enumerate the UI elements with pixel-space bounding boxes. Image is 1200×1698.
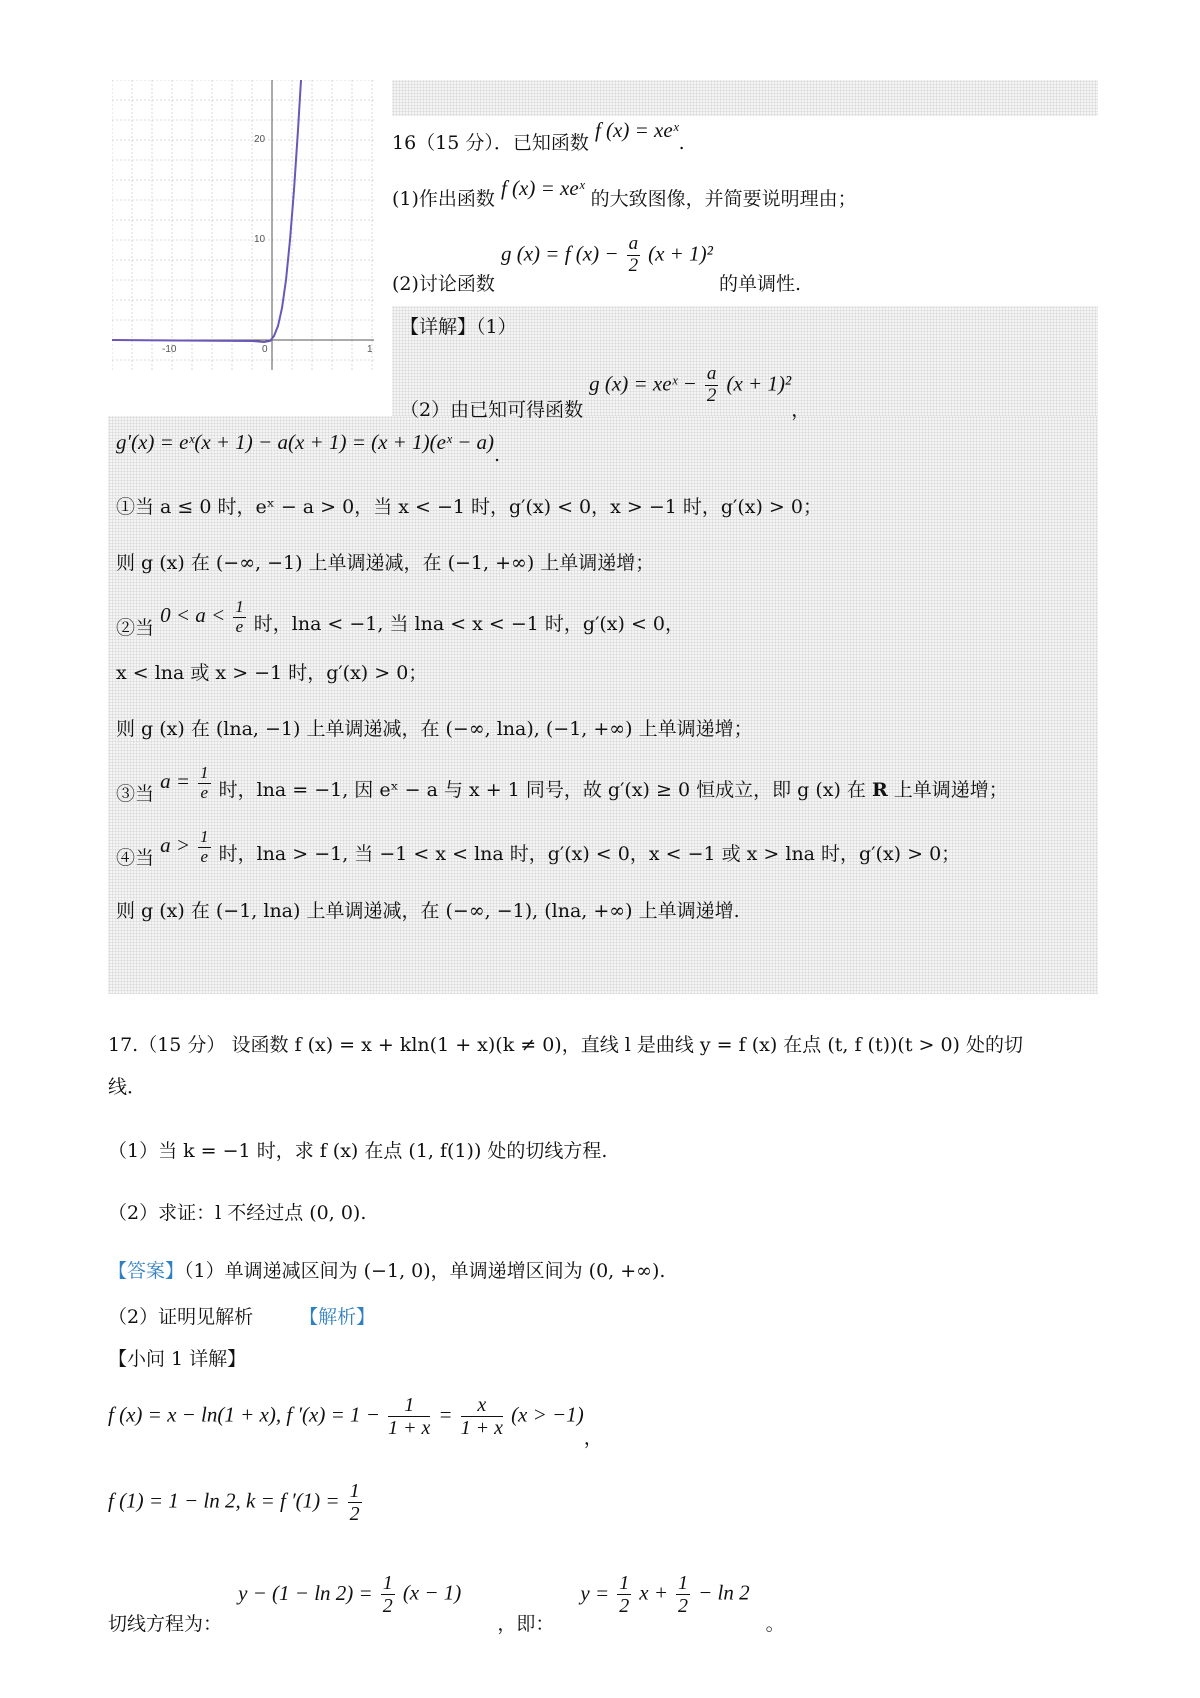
q16-part2-pre: (2)讨论函数 (392, 273, 495, 296)
q16-part1-pre: (1)作出函数 (392, 188, 495, 210)
q16-part2-post: 的单调性. (718, 273, 801, 296)
q16-part2 (392, 233, 801, 296)
tangent-label: 切线方程为： (108, 1612, 223, 1635)
sol16-derivative: g′(x) = eˣ(x + 1) − a(x + 1) = (x + 1)(eˣ − a). (116, 430, 501, 466)
sol16-p2-g-tail: (x + 1)² (726, 371, 792, 396)
q16-heading-line (392, 118, 685, 155)
eq1: f (x) = x − ln(1 + x), f ′(x) = 1 − $\frac{1}{1 + x}$ = $\frac{x}{1 + x}$ (x > −1)， (108, 1394, 603, 1449)
analysis-label: 【解析】 (299, 1306, 376, 1328)
x-tick-neg10: -10 (162, 344, 177, 355)
y-tick-10: 10 (254, 234, 266, 245)
case2-line2: x < lna 或 x > −1 时，g′(x) > 0； (116, 662, 428, 684)
sol16-p2: （2）由已知可得函数 g (x) = xeˣ − $\frac{a}{2}$ (x + 1)²， (400, 363, 811, 422)
detail-label: 【详解】（1） (400, 316, 517, 338)
x-tick-1: 1 (367, 344, 373, 355)
q17-answer: 【答案】（1）单调递减区间为 (−1, 0)，单调递增区间为 (0, +∞). (108, 1260, 666, 1282)
sol16-p2-g: g (x) = xeˣ − (589, 371, 697, 396)
q16-part1-post: 的大致图像，并简要说明理由； (590, 188, 857, 210)
q16-heading: 16（15 分）．已知函数 (392, 132, 589, 154)
q16-part2-frac: $\frac{a}{2}$ (628, 233, 639, 276)
x-tick-0: 0 (262, 344, 268, 355)
case4-line2: 则 g (x) 在 (−1, lna) 上单调递减，在 (−∞, −1), (lna, +∞) 上单调递增. (116, 900, 740, 922)
eq2: f (1) = 1 − ln 2, k = f ′(1) = $\frac{1}{2}$ (108, 1480, 360, 1525)
y-tick-20: 20 (254, 134, 266, 145)
case2-line1: ②当 0 < a < $\frac{1}{e}$ 时，lna < −1, 当 lna < x < −1 时，g′(x) < 0， (116, 597, 685, 640)
q17-part2: （2）求证：l 不经过点 (0, 0). (108, 1202, 367, 1224)
sol16-p2-frac: $\frac{a}{2}$ (706, 363, 717, 406)
case2-line3: 则 g (x) 在 (lna, −1) 上单调递减，在 (−∞, lna), (−1, +∞) 上单调递增； (116, 718, 753, 740)
case1-line2: 则 g (x) 在 (−∞, −1) 上单调递减，在 (−1, +∞) 上单调递增； (116, 552, 655, 574)
q17-part1: （1）当 k = −1 时，求 f (x) 在点 (1, f(1)) 处的切线方程. (108, 1140, 608, 1162)
header-band (392, 80, 1098, 116)
case3-line: ③当 a = $\frac{1}{e}$ 时，lna = −1, 因 eˣ − a 与 x + 1 同号，故 g′(x) ≥ 0 恒成立，即 g (x) 在 R 上单调递增； (116, 763, 1008, 806)
sub1-label: 【小问 1 详解】 (108, 1348, 247, 1370)
solution16 (108, 306, 1098, 996)
q16-part2-g-lhs: g (x) = f (x) − (500, 241, 619, 266)
q17-line2: 线． (108, 1076, 147, 1098)
answer-label: 【答案】 (108, 1260, 185, 1282)
curve-xex (112, 80, 301, 342)
q17-answer2: （2）证明见解析 【解析】 (108, 1306, 376, 1328)
q16-part1 (392, 176, 857, 211)
q16-part2-g-rhs: (x + 1)² (648, 241, 713, 266)
case4-line1: ④当 a > $\frac{1}{e}$ 时，lna > −1, 当 −1 < x < lna 时，g′(x) < 0，x < −1 或 x > lna 时，g′(x) > 0； (116, 827, 961, 870)
eq3-tangent: 切线方程为： y − (1 − ln 2) = $\frac{1}{2}$ (x − 1) ，即： y = $\frac{1}{2}$ x + $\frac{1}{2}$ − ln 2 。 (108, 1572, 785, 1635)
q17-line1: 17.（15 分） 设函数 f (x) = x + kln(1 + x)(k ≠ 0)，直线 l 是曲线 y = f (x) 在点 (t, f (t))(t > 0) 处的切 (108, 1034, 1023, 1056)
case1-line1: ①当 a ≤ 0 时，eˣ − a > 0，当 x < −1 时，g′(x) < 0，x > −1 时，g′(x) > 0； (116, 496, 822, 518)
q16-f-def: f (x) = xeˣ (594, 118, 679, 142)
q16-part1-f: f (x) = xeˣ (500, 176, 585, 200)
q16-f-def-end: . (678, 132, 685, 154)
